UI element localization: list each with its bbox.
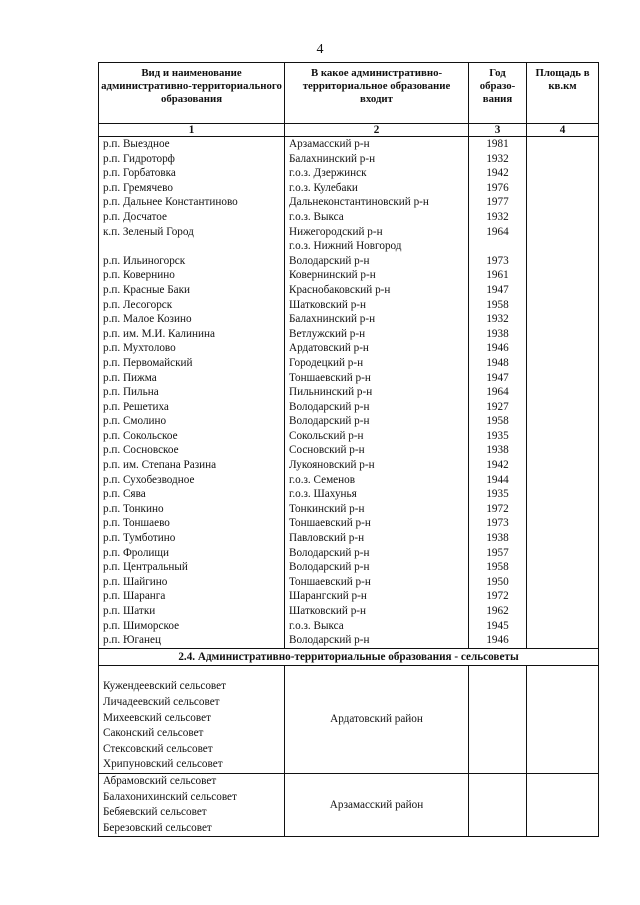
parent-unit-line: Володарский р-н: [289, 561, 370, 574]
parent-unit: [285, 268, 469, 283]
settlement-name: р.п. Гидроторф: [99, 152, 285, 167]
parent-unit: [285, 560, 469, 575]
parent-unit: [285, 589, 469, 604]
founding-year: 1947: [469, 371, 527, 386]
founding-year: 1942: [469, 166, 527, 181]
parent-unit: [285, 385, 469, 400]
settlement-name: р.п. Мухтолово: [99, 341, 285, 356]
parent-unit-line: Арзамасский р-н: [289, 138, 370, 150]
table-row: [99, 443, 599, 458]
table-row: [99, 619, 599, 634]
settlement-name: к.п. Зеленый Город: [99, 225, 285, 254]
area-cell: [527, 473, 599, 488]
area-cell: [527, 283, 599, 298]
parent-unit-line: Ковернинский р-н: [289, 269, 376, 282]
founding-year: 1935: [469, 429, 527, 444]
council-item: Саконский сельсовет: [103, 727, 204, 740]
parent-unit-line: Тонкинский р-н: [289, 502, 365, 515]
settlement-name: р.п. Решетиха: [99, 400, 285, 415]
table-row: [99, 560, 599, 575]
area-cell: [527, 633, 599, 648]
table-row: [99, 312, 599, 327]
area-cell: [527, 516, 599, 531]
parent-unit-line: Тоншаевский р-н: [289, 371, 371, 384]
founding-year: 1927: [469, 400, 527, 415]
parent-unit: [285, 443, 469, 458]
settlement-name: р.п. Гремячево: [99, 181, 285, 196]
parent-unit: [285, 341, 469, 356]
parent-unit: [285, 327, 469, 342]
table-row: [99, 152, 599, 167]
column-number: 1: [99, 124, 285, 137]
founding-year: 1973: [469, 516, 527, 531]
area-cell: [527, 487, 599, 502]
settlement-name: р.п. Смолино: [99, 414, 285, 429]
parent-unit-line: г.о.з. Семенов: [289, 473, 355, 486]
parent-unit-line: Ардатовский р-н: [289, 342, 369, 355]
council-item: Кужендеевский сельсовет: [103, 680, 226, 693]
founding-year: 1946: [469, 341, 527, 356]
founding-year: 1964: [469, 385, 527, 400]
area-cell: [527, 152, 599, 167]
parent-unit: [285, 429, 469, 444]
column-number: 3: [469, 124, 527, 137]
founding-year: 1938: [469, 327, 527, 342]
area-cell: [527, 773, 599, 836]
parent-unit-line: Володарский р-н: [289, 415, 370, 428]
header-row: [99, 63, 599, 124]
area-cell: [527, 254, 599, 269]
founding-year: 1950: [469, 575, 527, 590]
council-item: Березовский сельсовет: [103, 821, 212, 834]
founding-year: 1932: [469, 152, 527, 167]
table-row: [99, 589, 599, 604]
table-row: [99, 195, 599, 210]
section-title: 2.4. Административно-территориальные образования - сельсоветы: [99, 648, 599, 666]
founding-year: 1938: [469, 531, 527, 546]
parent-unit: [285, 137, 469, 152]
council-list: [99, 773, 285, 836]
parent-unit-line: Городецкий р-н: [289, 356, 364, 369]
settlement-name: р.п. им. Степана Разина: [99, 458, 285, 473]
parent-unit: [285, 633, 469, 648]
settlement-name: р.п. Тоншаево: [99, 516, 285, 531]
settlement-name: р.п. Тонкино: [99, 502, 285, 517]
table-row: [99, 210, 599, 225]
parent-unit-line: Тоншаевский р-н: [289, 575, 371, 588]
parent-unit-line: Ветлужский р-н: [289, 327, 366, 340]
header-name: Вид и наименование административно-территориального образования: [99, 63, 285, 124]
founding-year: 1948: [469, 356, 527, 371]
area-cell: [527, 225, 599, 254]
settlement-name: р.п. Шатки: [99, 604, 285, 619]
settlement-name: р.п. Ковернино: [99, 268, 285, 283]
table-row: [99, 473, 599, 488]
settlement-name: р.п. Дальнее Константиново: [99, 195, 285, 210]
parent-unit-line: Балахнинский р-н: [289, 313, 376, 326]
founding-year: 1981: [469, 137, 527, 152]
founding-year: 1932: [469, 210, 527, 225]
parent-unit: [285, 181, 469, 196]
parent-unit: [285, 458, 469, 473]
parent-unit: [285, 254, 469, 269]
header-parent-unit: В какое административно-территориальное образование входит: [285, 63, 469, 124]
parent-unit-line: Дальнеконстантиновский р-н: [289, 196, 429, 209]
parent-unit-line: г.о.з. Дзержинск: [289, 167, 367, 180]
area-cell: [527, 546, 599, 561]
settlement-name: р.п. Выездное: [99, 137, 285, 152]
settlement-name: р.п. Малое Козино: [99, 312, 285, 327]
table-row: [99, 575, 599, 590]
council-item: Стексовский сельсовет: [103, 742, 213, 755]
table-row: [99, 516, 599, 531]
column-number: 4: [527, 124, 599, 137]
settlement-name: р.п. им. М.И. Калинина: [99, 327, 285, 342]
parent-unit-line: г.о.з. Кулебаки: [289, 181, 358, 194]
area-cell: [527, 502, 599, 517]
founding-year: 1977: [469, 195, 527, 210]
founding-year: 1964: [469, 225, 527, 254]
parent-unit-line: Нижегородский р-н: [289, 225, 383, 238]
area-cell: [527, 443, 599, 458]
parent-unit: [285, 575, 469, 590]
area-cell: [527, 356, 599, 371]
parent-unit: [285, 371, 469, 386]
founding-year: 1957: [469, 546, 527, 561]
settlement-name: р.п. Шаранга: [99, 589, 285, 604]
parent-unit-line: Володарский р-н: [289, 254, 370, 267]
table-row: [99, 225, 599, 254]
area-cell: [527, 604, 599, 619]
parent-unit-line: г.о.з. Шахунья: [289, 488, 357, 501]
settlement-name: р.п. Сокольское: [99, 429, 285, 444]
year-cell: [469, 773, 527, 836]
area-cell: [527, 298, 599, 313]
council-item: Хрипуновский сельсовет: [103, 758, 223, 771]
parent-unit: [285, 546, 469, 561]
settlement-name: р.п. Шайгино: [99, 575, 285, 590]
table-row: [99, 327, 599, 342]
parent-unit-line: Балахнинский р-н: [289, 152, 376, 165]
parent-unit-line: Шарангский р-н: [289, 590, 367, 603]
settlement-name: р.п. Лесогорск: [99, 298, 285, 313]
founding-year: 1958: [469, 298, 527, 313]
parent-unit: [285, 195, 469, 210]
area-cell: [527, 195, 599, 210]
parent-unit: [285, 502, 469, 517]
column-number-row: [99, 124, 599, 137]
area-cell: [527, 210, 599, 225]
parent-unit: [285, 604, 469, 619]
parent-unit-line: Пильнинский р-н: [289, 386, 373, 399]
founding-year: 1973: [469, 254, 527, 269]
table-row: [99, 487, 599, 502]
table-row: [99, 341, 599, 356]
column-number: 2: [285, 124, 469, 137]
council-item: Бебяевский сельсовет: [103, 806, 207, 819]
area-cell: [527, 181, 599, 196]
founding-year: 1935: [469, 487, 527, 502]
area-cell: [527, 619, 599, 634]
header-year: Год образо-вания: [469, 63, 527, 124]
rayon-name: Арзамасский район: [285, 773, 469, 836]
parent-unit: [285, 516, 469, 531]
settlement-name: р.п. Горбатовка: [99, 166, 285, 181]
parent-unit-line: Лукояновский р-н: [289, 459, 375, 472]
settlement-name: р.п. Юганец: [99, 633, 285, 648]
parent-unit-line: Тоншаевский р-н: [289, 517, 371, 530]
founding-year: 1942: [469, 458, 527, 473]
table-row: [99, 502, 599, 517]
year-cell: [469, 666, 527, 774]
council-group-row: [99, 666, 599, 774]
parent-unit: [285, 531, 469, 546]
council-group-row: [99, 773, 599, 836]
parent-unit-line: Володарский р-н: [289, 546, 370, 559]
parent-unit-line: Сокольский р-н: [289, 429, 364, 442]
parent-unit-line: г.о.з. Нижний Новгород: [289, 240, 402, 253]
section-row: [99, 648, 599, 666]
table-row: [99, 254, 599, 269]
council-list: [99, 666, 285, 774]
area-cell: [527, 575, 599, 590]
table-row: [99, 414, 599, 429]
table-row: [99, 546, 599, 561]
table-row: [99, 268, 599, 283]
table-row: [99, 166, 599, 181]
area-cell: [527, 429, 599, 444]
parent-unit: [285, 298, 469, 313]
table-row: [99, 458, 599, 473]
parent-unit-line: Шатковский р-н: [289, 605, 367, 617]
settlement-name: р.п. Центральный: [99, 560, 285, 575]
founding-year: 1961: [469, 268, 527, 283]
parent-unit: [285, 400, 469, 415]
parent-unit: [285, 210, 469, 225]
table-row: [99, 371, 599, 386]
settlement-name: р.п. Сосновское: [99, 443, 285, 458]
settlement-name: р.п. Шиморское: [99, 619, 285, 634]
parent-unit-line: Володарский р-н: [289, 400, 370, 413]
area-cell: [527, 341, 599, 356]
area-cell: [527, 312, 599, 327]
parent-unit-line: Шатковский р-н: [289, 298, 367, 311]
table-row: [99, 633, 599, 648]
founding-year: 1976: [469, 181, 527, 196]
table-row: [99, 181, 599, 196]
area-cell: [527, 400, 599, 415]
area-cell: [527, 414, 599, 429]
parent-unit-line: Краснобаковский р-н: [289, 283, 391, 296]
parent-unit-line: Сосновский р-н: [289, 444, 365, 457]
parent-unit: [285, 166, 469, 181]
founding-year: 1946: [469, 633, 527, 648]
rayon-name: Ардатовский район: [285, 666, 469, 774]
table-row: [99, 283, 599, 298]
council-item: Личадеевский сельсовет: [103, 695, 220, 708]
settlements-body: [99, 137, 599, 649]
settlement-name: р.п. Сява: [99, 487, 285, 502]
area-cell: [527, 589, 599, 604]
parent-unit: [285, 473, 469, 488]
founding-year: 1938: [469, 443, 527, 458]
founding-year: 1944: [469, 473, 527, 488]
parent-unit: [285, 356, 469, 371]
area-cell: [527, 560, 599, 575]
area-cell: [527, 137, 599, 152]
parent-unit: [285, 152, 469, 167]
founding-year: 1972: [469, 589, 527, 604]
parent-unit: [285, 225, 469, 254]
table-row: [99, 429, 599, 444]
table-row: [99, 604, 599, 619]
founding-year: 1958: [469, 414, 527, 429]
parent-unit-line: г.о.з. Выкса: [289, 619, 344, 632]
area-cell: [527, 268, 599, 283]
area-cell: [527, 666, 599, 774]
council-item: Михеевский сельсовет: [103, 711, 211, 724]
area-cell: [527, 166, 599, 181]
table-row: [99, 531, 599, 546]
table-row: [99, 385, 599, 400]
settlement-name: р.п. Тумботино: [99, 531, 285, 546]
header-area: Площадь в кв.км: [527, 63, 599, 124]
parent-unit-line: г.о.з. Выкса: [289, 210, 344, 223]
page-number: 4: [316, 42, 324, 57]
area-cell: [527, 458, 599, 473]
settlement-name: р.п. Фролищи: [99, 546, 285, 561]
settlement-name: р.п. Пижма: [99, 371, 285, 386]
founding-year: 1932: [469, 312, 527, 327]
area-cell: [527, 531, 599, 546]
parent-unit-line: Павловский р-н: [289, 532, 365, 545]
area-cell: [527, 327, 599, 342]
parent-unit: [285, 414, 469, 429]
parent-unit: [285, 283, 469, 298]
settlement-name: р.п. Сухобезводное: [99, 473, 285, 488]
settlement-name: р.п. Красные Баки: [99, 283, 285, 298]
area-cell: [527, 371, 599, 386]
settlement-name: р.п. Ильиногорск: [99, 254, 285, 269]
table-row: [99, 356, 599, 371]
parent-unit-line: Володарский р-н: [289, 634, 370, 647]
founding-year: 1958: [469, 560, 527, 575]
settlement-name: р.п. Досчатое: [99, 210, 285, 225]
founding-year: 1972: [469, 502, 527, 517]
parent-unit: [285, 312, 469, 327]
territory-table: [98, 62, 599, 837]
parent-unit: [285, 487, 469, 502]
settlement-name: р.п. Первомайский: [99, 356, 285, 371]
council-item: Абрамовский сельсовет: [103, 774, 217, 787]
founding-year: 1962: [469, 604, 527, 619]
table-row: [99, 298, 599, 313]
settlement-name: р.п. Пильна: [99, 385, 285, 400]
founding-year: 1947: [469, 283, 527, 298]
table-row: [99, 400, 599, 415]
table-row: [99, 137, 599, 152]
area-cell: [527, 385, 599, 400]
founding-year: 1945: [469, 619, 527, 634]
parent-unit: [285, 619, 469, 634]
council-item: Балахонихинский сельсовет: [103, 790, 237, 803]
